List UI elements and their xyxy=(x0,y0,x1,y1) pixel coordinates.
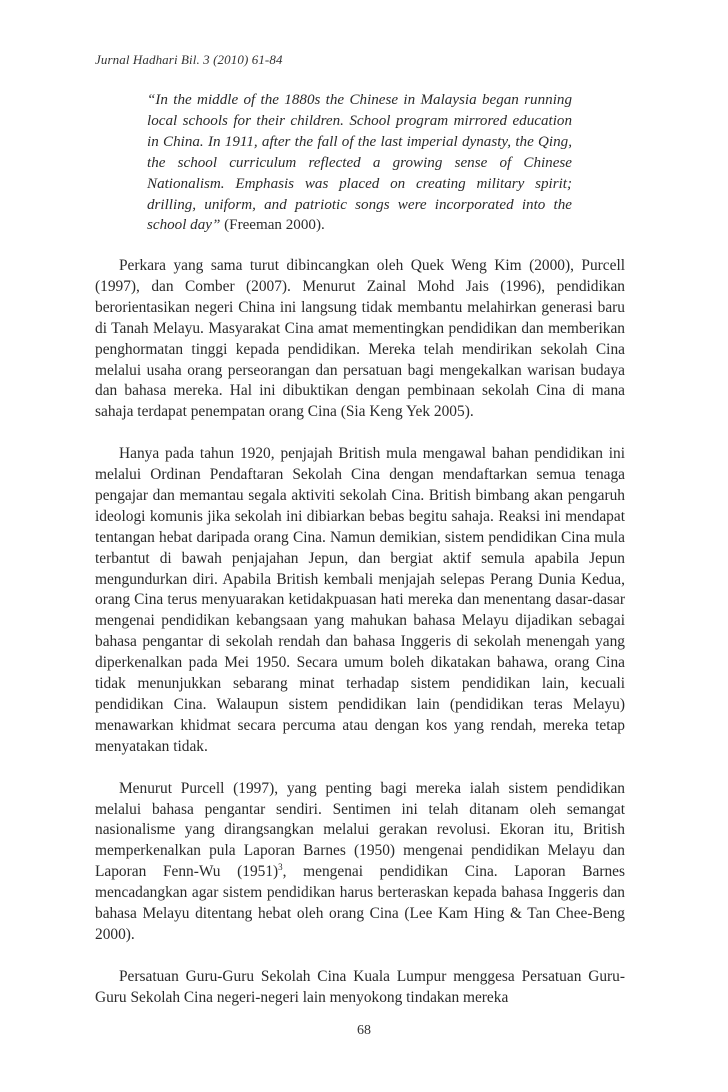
footnote-marker[interactable]: 3 xyxy=(278,862,283,873)
body-text xyxy=(95,256,625,1029)
paragraph-text: Menurut Purcell (1997), yang penting bagi mereka ialah sistem pendidikan melalui bahasa pengantar sendiri. Sentimen ini telah ditanam oleh semangat nasionalisme yang dirangsangkan melalui gerakan revolusi. Ekoran itu, British memperkenalkan pula Laporan Barnes (1950) mengenai pendidikan Melayu dan Laporan Fenn-Wu (1951) xyxy=(95,779,625,881)
paragraph xyxy=(95,779,625,946)
paragraph: Persatuan Guru-Guru Sekolah Cina Kuala Lumpur menggesa Persatuan Guru-Guru Sekolah Cina negeri-negeri lain menyokong tindakan mereka xyxy=(95,967,625,1006)
journal-running-header: Jurnal Hadhari Bil. 3 (2010) 61-84 xyxy=(95,52,283,67)
paragraph-text: , mengenai pendidikan Cina. Laporan Barnes mencadangkan agar sistem pendidikan harus berteraskan kepada bahasa Inggeris dan bahasa Melayu ditentang hebat oleh orang Cina (Lee Kam Hing & Tan Chee-Beng 2000). xyxy=(95,863,625,943)
paragraph: Perkara yang sama turut dibincangkan oleh Quek Weng Kim (2000), Purcell (1997), dan Comber (2007). Menurut Zainal Mohd Jais (1996), pendidikan berorientasikan negeri China ini langsung tidak membantu melahirkan generasi baru di Tanah Melayu. Masyarakat Cina amat mementingkan pendidikan dan memberikan penghormatan tinggi kepada pendidikan. Mereka telah mendirikan sekolah Cina melalui usaha orang perseorangan dan persatuan bagi mengekalkan warisan budaya dan bahasa mereka. Hal ini dibuktikan dengan pembinaan sekolah Cina di mana sahaja terdapat penempatan orang Cina (Sia Keng Yek 2005). xyxy=(95,257,625,421)
page-number: 68 xyxy=(357,1023,371,1038)
paragraph: Hanya pada tahun 1920, penjajah British mula mengawal bahan pendidikan ini melalui Ordinan Pendaftaran Sekolah Cina dengan mendaftarkan semua tenaga pengajar dan memantau segala aktiviti sekolah Cina. British bimbang akan pengaruh ideologi komunis jika sekolah ini dibiarkan bebas begitu sahaja. Reaksi ini mendapat tentangan hebat daripada orang Cina. Namun demikian, sistem pendidikan Cina mula terbantut di bawah penjajahan Jepun, dan bergiat aktif semula apabila Jepun mengundurkan diri. Apabila British kembali menjajah selepas Perang Dunia Kedua, orang Cina terus menyuarakan ketidakpuasan hati mereka dan menentang dasar-dasar mengenai pendidikan kebangsaan yang mahukan bahasa Melayu dijadikan sebagai bahasa pengantar di sekolah rendah dan bahasa Inggeris di sekolah menengah yang diperkenalkan pada Mei 1950. Secara umum boleh dikatakan bahawa, orang Cina tidak menunjukkan sebarang minat terhadap sistem pendidikan lain, kecuali pendidikan Cina. Walaupun sistem pendidikan lain (pendidikan teras Melayu) menawarkan khidmat secara percuma atau dengan kos yang rendah, mereka tetap menyatakan tidak. xyxy=(95,445,625,755)
quote-citation: (Freeman 2000). xyxy=(220,217,325,234)
block-quote xyxy=(147,90,572,236)
quote-text: “In the middle of the 1880s the Chinese in Malaysia began running local schools for their children. School program mirrored education in China. In 1911, after the fall of the last imperial dynasty, the Qing, the school curriculum reflected a growing sense of Chinese Nationalism. Emphasis was placed on creating military spirit; drilling, uniform, and patriotic songs were incorporated into the school day” xyxy=(147,92,572,234)
